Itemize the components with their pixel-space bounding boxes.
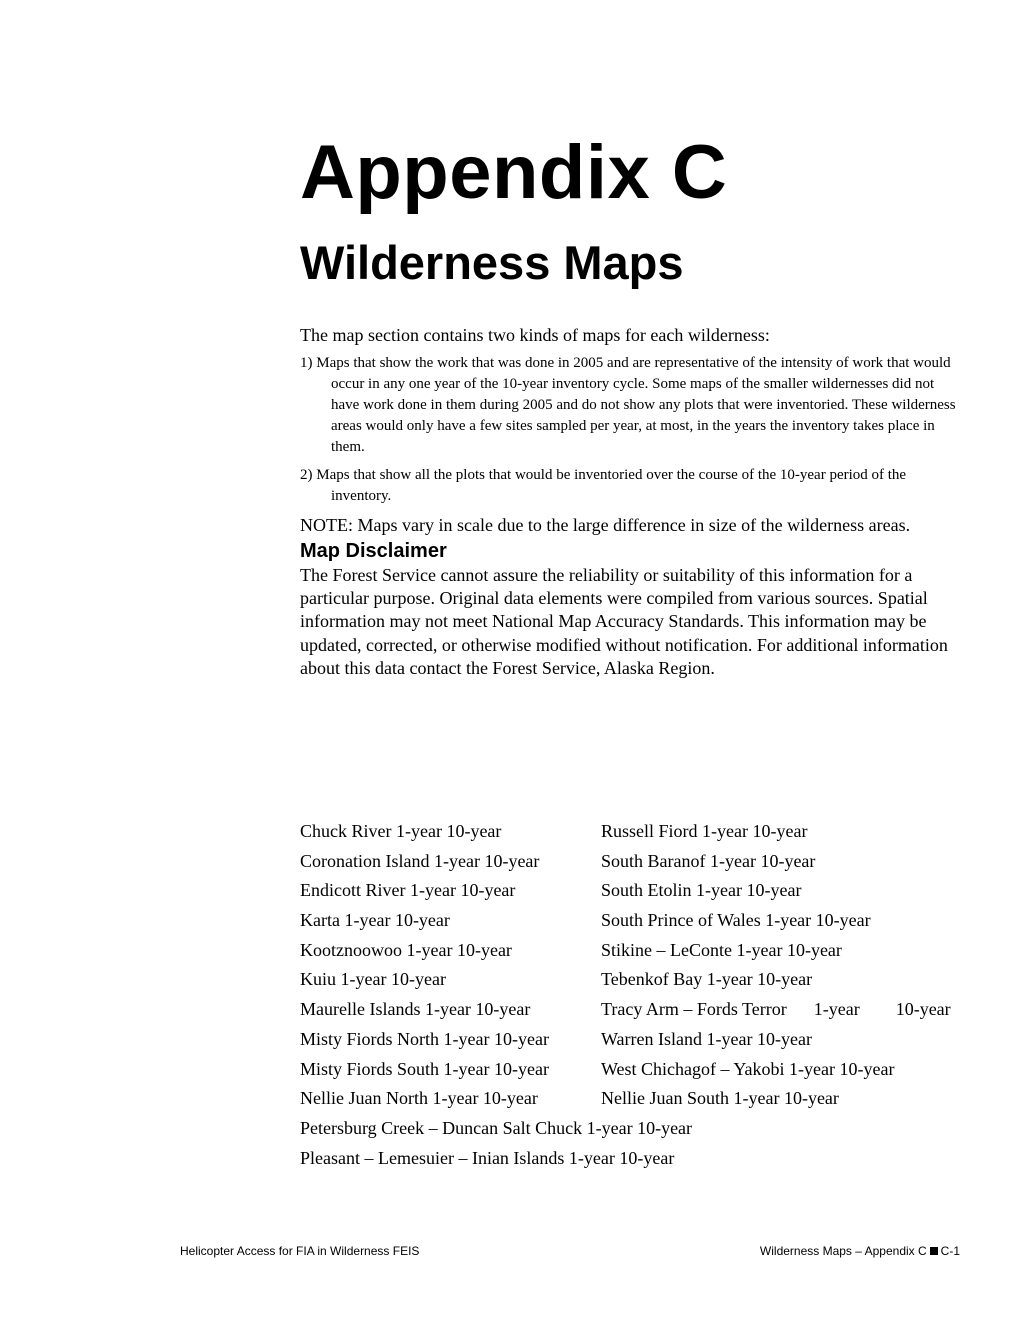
map-row xyxy=(300,906,1000,936)
map-link[interactable]: Pleasant – Lemesuier – Inian Islands 1-year 10-year xyxy=(300,1147,675,1168)
map-row xyxy=(300,995,1000,1025)
list-item: 2) Maps that show all the plots that would be inventoried over the course of the 10-year period of the inventory. xyxy=(300,467,907,504)
page-subtitle: Wilderness Maps xyxy=(300,236,684,289)
map-link[interactable]: South Prince of Wales 1-year 10-year xyxy=(601,910,871,931)
map-link[interactable]: Karta 1-year 10-year xyxy=(300,910,450,931)
scale-note: NOTE: Maps vary in scale due to the large difference in size of the wilderness areas. xyxy=(300,515,911,535)
map-row xyxy=(300,1114,1000,1144)
footer-document-title: Helicopter Access for FIA in Wilderness FEIS xyxy=(180,1244,420,1258)
map-link[interactable]: Kuiu 1-year 10-year xyxy=(300,969,446,990)
map-row xyxy=(300,876,1000,906)
map-row xyxy=(300,936,1000,966)
map-link[interactable]: Nellie Juan South 1-year 10-year xyxy=(601,1088,839,1109)
map-link[interactable]: Tebenkof Bay 1-year 10-year xyxy=(601,969,813,990)
map-row xyxy=(300,965,1000,995)
map-link[interactable]: Maurelle Islands 1-year 10-year xyxy=(300,999,531,1020)
map-row xyxy=(300,817,1000,847)
footer-section xyxy=(760,1243,960,1259)
map-link[interactable]: Stikine – LeConte 1-year 10-year xyxy=(601,939,842,960)
list-item: 1) Maps that show the work that was done in 2005 and are representative of the intensity of work that would occur in any one year of the 10-year inventory cycle. Some maps of the smaller wildernesses did not have work done in them during 2005 and do not show any plots that were inventoried. These wilderness areas would only have a few sites sampled per year, at most, in the years the inventory takes place in them. xyxy=(300,355,956,455)
main-content xyxy=(300,323,965,680)
map-link[interactable]: Chuck River 1-year 10-year xyxy=(300,821,502,841)
map-link[interactable]: Misty Fiords South 1-year 10-year xyxy=(300,1058,549,1079)
map-link[interactable]: Nellie Juan North 1-year 10-year xyxy=(300,1088,538,1109)
disclaimer-text: The Forest Service cannot assure the reliability or suitability of this information for a particular purpose. Original data elements were compiled from various sources. Spatial information may not meet National Map Accuracy Standards. This information may be updated, corrected, or otherwise modified without notification. For additional information about this data contact the Forest Service, Alaska Region. xyxy=(300,565,948,678)
map-link[interactable]: Misty Fiords North 1-year 10-year xyxy=(300,1028,549,1049)
map-link[interactable]: Petersburg Creek – Duncan Salt Chuck 1-year 10-year xyxy=(300,1117,693,1138)
page-title: Appendix C xyxy=(300,130,728,215)
map-row xyxy=(300,847,1000,877)
map-link[interactable]: Tracy Arm – Fords Terror 1-year 10-year xyxy=(601,999,951,1020)
intro-paragraph: The map section contains two kinds of maps for each wilderness: xyxy=(300,325,770,345)
square-bullet-icon xyxy=(930,1247,938,1255)
map-link[interactable]: Warren Island 1-year 10-year xyxy=(601,1028,812,1049)
map-link[interactable]: South Baranof 1-year 10-year xyxy=(601,850,816,871)
footer-section-title: Wilderness Maps – Appendix C xyxy=(759,1244,927,1258)
map-link[interactable]: Russell Fiord 1-year 10-year xyxy=(601,821,808,841)
map-row xyxy=(300,1144,1000,1174)
map-row xyxy=(300,1025,1000,1055)
page-number: C-1 xyxy=(940,1244,960,1258)
map-row xyxy=(300,1055,1000,1085)
map-link[interactable]: Endicott River 1-year 10-year xyxy=(300,880,516,901)
wilderness-map-list xyxy=(300,817,1000,1173)
map-link[interactable]: Coronation Island 1-year 10-year xyxy=(300,850,540,871)
map-link[interactable]: Kootznoowoo 1-year 10-year xyxy=(300,939,512,960)
map-row xyxy=(300,1084,1000,1114)
disclaimer-heading: Map Disclaimer xyxy=(300,540,447,562)
map-link[interactable]: South Etolin 1-year 10-year xyxy=(601,880,802,901)
map-link[interactable]: West Chichagof – Yakobi 1-year 10-year xyxy=(601,1058,895,1079)
